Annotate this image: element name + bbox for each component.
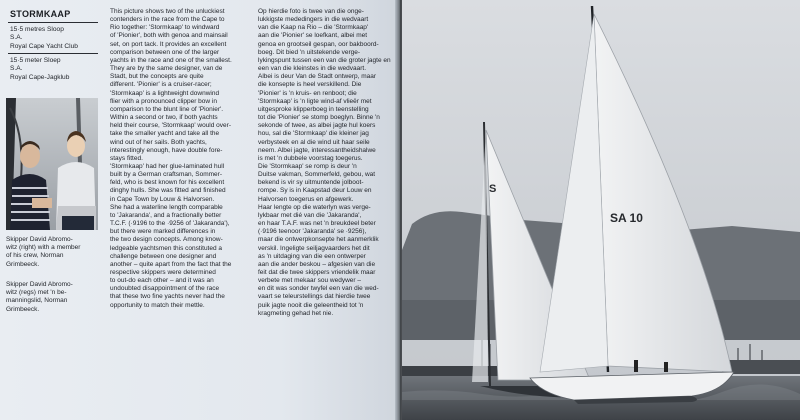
body-line: 'Stormkaap' had her glue-laminated hull (110, 162, 225, 170)
body-line: undoubted disappointment of the race (110, 285, 220, 293)
body-line: flier with a pronounced clipper bow in (110, 97, 217, 105)
body-line: different. 'Pionier' is a cruiser-racer; (110, 81, 212, 89)
body-line: verbete met mekaar sou wedywer – (258, 277, 361, 285)
body-line: tot die 'Pionier' se stomp boeglyn. Binne 'n (258, 114, 380, 122)
caption-line: manningslid, Norman (6, 297, 68, 305)
body-line: en haar T.A.F. was net 'n breukdeel beter (258, 220, 376, 228)
body-line: aan die 'Pionier' se loefkant, albei met (258, 32, 368, 40)
body-line: neem. Albei jagte, interessantheidshalwe (258, 146, 376, 154)
spec-line: S.A. (10, 65, 23, 73)
body-line: challenge between one designer and (110, 252, 217, 260)
body-line: She had a waterline length comparable (110, 203, 223, 211)
body-line: Die 'Stormkaap' se romp is deur 'n (258, 162, 357, 170)
body-line: wind out of her sails. Both yachts, (110, 138, 207, 146)
body-line: in Cape Town by Louw & Halvorsen. (110, 195, 215, 203)
caption-line: Grimbeeck. (6, 305, 40, 313)
caption-afrikaans (6, 281, 100, 314)
body-line: as 'n uitdaging van die een ontwerper (258, 252, 366, 260)
yacht-title: STORMKAAP (10, 9, 71, 19)
body-line: contenders in the race from the Cape to (110, 16, 225, 24)
body-line: feld, who is best known for his excellent (110, 179, 225, 187)
body-line: Haar lengte op die waterlyn was verge- (258, 203, 371, 211)
body-line: Within a second or two, if both yachts (110, 114, 218, 122)
body-line: held their course, 'Stormkaap' would over- (110, 122, 231, 130)
body-line: Op hierdie foto is twee van die onge- (258, 8, 364, 15)
body-line: sekonde of twee, as albei jagte hul koers (258, 122, 376, 130)
body-line: kragmeting gehad het nie. (258, 309, 334, 317)
body-line: uitgesproke klipperboeg in teenstelling (258, 105, 369, 113)
body-line: stays fitted. (110, 154, 143, 162)
title-rule (8, 22, 98, 23)
sail-number-front: SA 10 (610, 211, 643, 225)
body-column-afrikaans (258, 8, 395, 318)
body-line: comparison between one of the larger (110, 48, 220, 56)
body-line: to 'Jakaranda', and a fractionally better (110, 211, 222, 219)
body-line: 'Stormkaap' is a lightweight downwind (110, 89, 220, 97)
body-line: genoa en grootseil gespan, oor bakboord- (258, 40, 379, 48)
body-line: dinghy hulls. She was fitted and finished (110, 187, 226, 195)
sail-number-back: S (489, 183, 497, 195)
yachts-photo (402, 0, 800, 420)
caption-line: Skipper David Abromo- (6, 236, 73, 243)
body-line: aan die ander beskou – afgesien van die (258, 260, 376, 268)
body-line: van die Kaap na Rio – die 'Stormkaap' (258, 24, 369, 32)
specs-rule (8, 53, 98, 54)
body-line: opportunity to match their mettle. (110, 301, 205, 309)
specs-english (10, 26, 78, 51)
body-line: yachts in the race and one of the smallest. (110, 56, 232, 64)
body-line: built by a German craftsman, Sommer- (110, 171, 222, 179)
body-line: bekend is vir sy uitmuntende jolboot- (258, 179, 364, 187)
caption-line: Skipper David Abromo- (6, 281, 73, 288)
spec-line: S.A. (10, 34, 23, 42)
body-line: comparison to the blunt line of 'Pionier'. (110, 105, 224, 113)
caption-line: Grimbeeck. (6, 260, 40, 268)
body-line: interestingly enough, have double fore- (110, 146, 223, 154)
body-line: is met 'n dubbele voorstag toegerus. (258, 154, 363, 162)
body-line: T.C.F. (·9196 to the ·9256 of 'Jakaranda'), (110, 220, 230, 228)
body-line: 'Pionier' is 'n kruis- en renboot; die (258, 89, 357, 97)
body-line: maar die ontwerpkonsepte het aanmerklik (258, 236, 379, 244)
body-line: They are by the same designer, van de (110, 65, 223, 73)
body-line: lukkigste mededingers in die wedvaart (258, 16, 369, 24)
body-line: rompe. Sy is in Kaapstad deur Louw en (258, 187, 372, 195)
body-line: vaart se teleurstellings dat hierdie twee (258, 293, 371, 301)
body-line: boeg. Dit bied 'n uitstekende verge- (258, 48, 361, 56)
body-line: en dit was sonder twyfel een van die wed- (258, 285, 379, 293)
body-line: that these two fine yachts never had the (110, 293, 225, 301)
body-line: een van die kleinstes in die wedvaart. (258, 65, 367, 73)
body-line: verbysteek en al die wind uit haar seile (258, 138, 370, 146)
spec-line: 15·5 metres Sloop (10, 26, 64, 33)
body-line: Rio together: 'Stormkaap' to windward (110, 24, 220, 32)
body-column-english (110, 8, 254, 310)
body-line: (·9196 teenoor 'Jakaranda' se ·9256), (258, 228, 367, 236)
caption-english (6, 236, 100, 269)
crew-photo (6, 98, 98, 230)
body-line: of 'Pionier', both with genoa and mainsail (110, 32, 228, 40)
body-line: hou, sal die 'Stormkaap' die kleiner jag (258, 130, 369, 138)
body-line: verskil. Ingeligte seiljagvaarders het dit (258, 244, 370, 252)
body-line: the two design concepts. Among know- (110, 236, 223, 244)
body-line: lykingspunt tussen een van die groter jagte en (258, 56, 391, 64)
body-line: take the smaller yacht and take all the (110, 130, 220, 138)
body-line: die konsepte is heel verskillend. Die (258, 81, 362, 89)
body-line: puik jagte nooit die geleentheid tot 'n (258, 301, 364, 309)
body-line: respective skippers were determined (110, 269, 216, 276)
body-line: Duitse vakman, Sommerfeld, gebou, wat (258, 171, 376, 179)
caption-line: of his crew, Norman (6, 252, 64, 260)
body-line: Albei is deur Van de Stadt ontwerp, maar (258, 73, 377, 81)
right-page (402, 0, 800, 420)
spec-line: Royal Cape-Jagklub (10, 73, 70, 81)
body-line: Halvorsen toegerus en afgewerk. (258, 195, 354, 203)
crew-photo-image (6, 98, 98, 230)
body-line: Stadt, but the concepts are quite (110, 73, 204, 81)
spec-line: 15·5 meter Sloep (10, 57, 61, 64)
body-line: 'Stormkaap' is 'n ligte wind-af vlieër met (258, 97, 372, 105)
body-line: lykbaar met dié van die 'Jakaranda', (258, 211, 362, 219)
specs-afrikaans (10, 57, 69, 82)
body-line: set, on port tack. It provides an excellent (110, 40, 227, 48)
body-line: ledgeable yachtsmen this constituted a (110, 244, 223, 252)
body-line: feit dat die twee skippers vriendelik maar (258, 269, 376, 276)
caption-line: witz (regs) met 'n be- (6, 289, 67, 297)
body-line: another – quite apart from the fact that the (110, 260, 232, 268)
spec-line: Royal Cape Yacht Club (10, 42, 78, 50)
caption-line: witz (right) with a member (6, 244, 81, 252)
body-line: but there were marked differences in (110, 228, 216, 236)
body-line: to out-do each other – and it was an (110, 277, 214, 285)
body-line: This picture shows two of the unluckiest (110, 8, 225, 15)
